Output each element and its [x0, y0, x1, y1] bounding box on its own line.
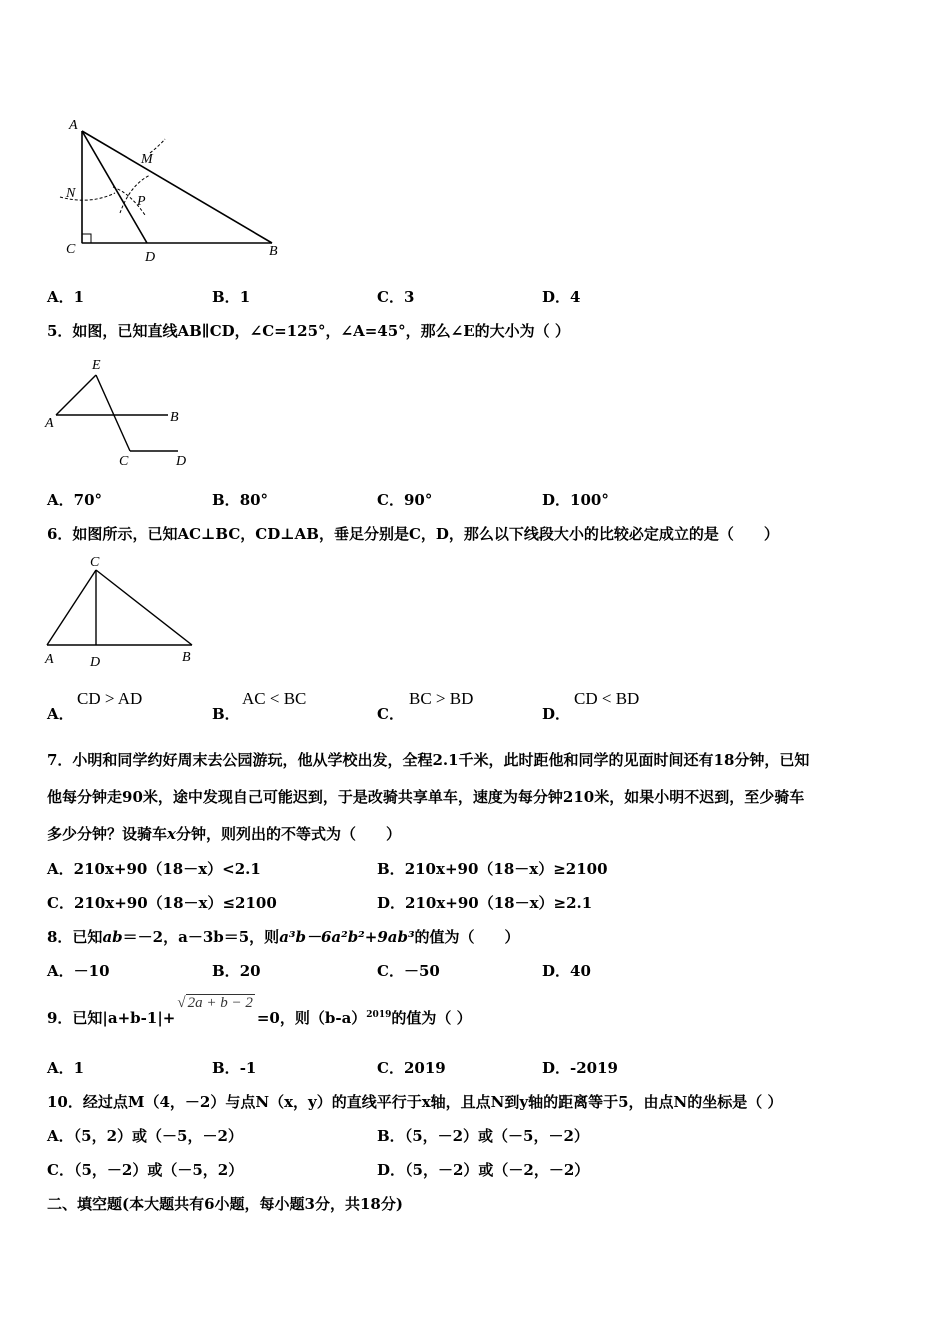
- q4-line-ab: [82, 131, 272, 243]
- q8-option-a[interactable]: A．－10: [47, 962, 110, 980]
- q7-line-2: 他每分钟走90米，途中发现自己可能迟到，于是改骑共享单车，速度为每分钟210米，如果小明不迟到，至少骑车: [47, 788, 805, 806]
- q5-figure: [40, 355, 200, 475]
- q7-variable-x: x: [167, 825, 176, 843]
- q6-label-b: B: [182, 650, 191, 665]
- q9-option-d[interactable]: D．-2019: [542, 1059, 618, 1077]
- q7-option-b[interactable]: B．210x+90（18－x）≥2100: [377, 860, 608, 878]
- q10-options-row-1: [47, 1125, 907, 1147]
- q5-label-d: D: [176, 454, 187, 469]
- q8-option-b[interactable]: B．20: [212, 962, 261, 980]
- q5-line-ae: [56, 375, 96, 415]
- q8-option-d[interactable]: D．40: [542, 962, 591, 980]
- q6-line-ac: [47, 570, 96, 645]
- q7-options-row-1: [47, 858, 907, 880]
- q4-options: [47, 286, 907, 308]
- q4-arc-m: [150, 139, 165, 153]
- q4-right-angle-mark: [82, 234, 91, 243]
- q5-option-b[interactable]: B．80°: [212, 491, 269, 509]
- q4-label-a: A: [69, 118, 78, 133]
- q10-option-d[interactable]: D．（5，－2）或（－2，－2）: [377, 1161, 590, 1179]
- q8-stem: 8．已知ab＝－2，a－3b＝5，则a³b－6a²b²+9ab³的值为（ ）: [47, 928, 520, 946]
- section-2-title: 二、填空题(本大题共有6小题，每小题3分，共18分): [47, 1195, 403, 1213]
- q4-option-c[interactable]: C．3: [377, 288, 415, 306]
- q10-option-c[interactable]: C．（5，－2）或（－5，2）: [47, 1161, 244, 1179]
- q9-sqrt: √ 2a + b − 2: [177, 995, 253, 1011]
- q7-option-a[interactable]: A．210x+90（18－x）<2.1: [47, 860, 261, 878]
- q4-figure: [55, 115, 295, 265]
- q6-label-a: A: [45, 652, 54, 667]
- q6-figure: [40, 555, 210, 675]
- q5-label-b: B: [170, 410, 179, 425]
- q6-line-cb: [96, 570, 192, 645]
- q8-expression: a³b－6a²b²+9ab³: [279, 928, 415, 946]
- q7-option-d[interactable]: D．210x+90（18－x）≥2.1: [377, 894, 593, 912]
- q4-line-ad: [82, 131, 147, 243]
- q5-label-e: E: [92, 358, 101, 373]
- q6-option-c[interactable]: C． BC > BD: [377, 689, 474, 723]
- q5-option-c[interactable]: C．90°: [377, 491, 433, 509]
- q10-option-a[interactable]: A．（5，2）或（－5，－2）: [47, 1127, 243, 1145]
- q6-option-b[interactable]: B． AC < BC: [212, 689, 307, 723]
- q10-stem: 10．经过点M（4，－2）与点N（x，y）的直线平行于x轴，且点N到y轴的距离等于5，由点N的坐标是（ ）: [47, 1093, 783, 1111]
- q4-option-a[interactable]: A．1: [47, 288, 85, 306]
- q6-options: [47, 689, 907, 725]
- q10-option-b[interactable]: B．（5，－2）或（－5，－2）: [377, 1127, 589, 1145]
- q7-line-3: 多少分钟？设骑车x分钟，则列出的不等式为（ ）: [47, 825, 401, 843]
- q5-option-a[interactable]: A．70°: [47, 491, 103, 509]
- q4-label-m: M: [141, 152, 153, 167]
- q5-stem: 5．如图，已知直线AB∥CD，∠C=125°，∠A=45°，那么∠E的大小为（ ）: [47, 322, 570, 340]
- q9-option-c[interactable]: C．2019: [377, 1059, 446, 1077]
- q5-label-a: A: [45, 416, 54, 431]
- q4-label-n: N: [66, 186, 76, 201]
- q4-option-b[interactable]: B．1: [212, 288, 251, 306]
- q4-label-b: B: [269, 244, 278, 259]
- q5-options: [47, 489, 907, 511]
- q9-options: [47, 1057, 907, 1079]
- q5-line-ec: [96, 375, 130, 451]
- q6-label-d: D: [90, 655, 101, 670]
- q8-options: [47, 960, 907, 982]
- q9-stem: 9．已知|a+b-1|+√ 2a + b − 2=0，则$(b-a)^{2019}$的值为（ ）: [47, 995, 472, 1027]
- q9-option-a[interactable]: A．1: [47, 1059, 85, 1077]
- q5-label-c: C: [119, 454, 129, 469]
- q6-option-d[interactable]: D． CD < BD: [542, 689, 640, 723]
- q4-label-p: P: [137, 194, 146, 209]
- q7-options-row-2: [47, 892, 907, 914]
- q10-options-row-2: [47, 1159, 907, 1181]
- q5-option-d[interactable]: D．100°: [542, 491, 609, 509]
- q4-label-c: C: [66, 242, 76, 257]
- q7-option-c[interactable]: C．210x+90（18－x）≤2100: [47, 894, 277, 912]
- q6-label-c: C: [90, 555, 100, 570]
- q7-line-1: 7．小明和同学约好周末去公园游玩，他从学校出发，全程2.1千米，此时距他和同学的见面时间还有18分钟，已知: [47, 751, 810, 769]
- q4-label-d: D: [145, 250, 156, 265]
- q4-option-d[interactable]: D．4: [542, 288, 581, 306]
- q6-stem: 6．如图所示，已知AC⊥BC，CD⊥AB，垂足分别是C，D，那么以下线段大小的比较必定成立的是（ ）: [47, 525, 779, 543]
- q8-option-c[interactable]: C．－50: [377, 962, 440, 980]
- q9-option-b[interactable]: B．-1: [212, 1059, 257, 1077]
- q6-option-a[interactable]: A． CD > AD: [47, 689, 143, 723]
